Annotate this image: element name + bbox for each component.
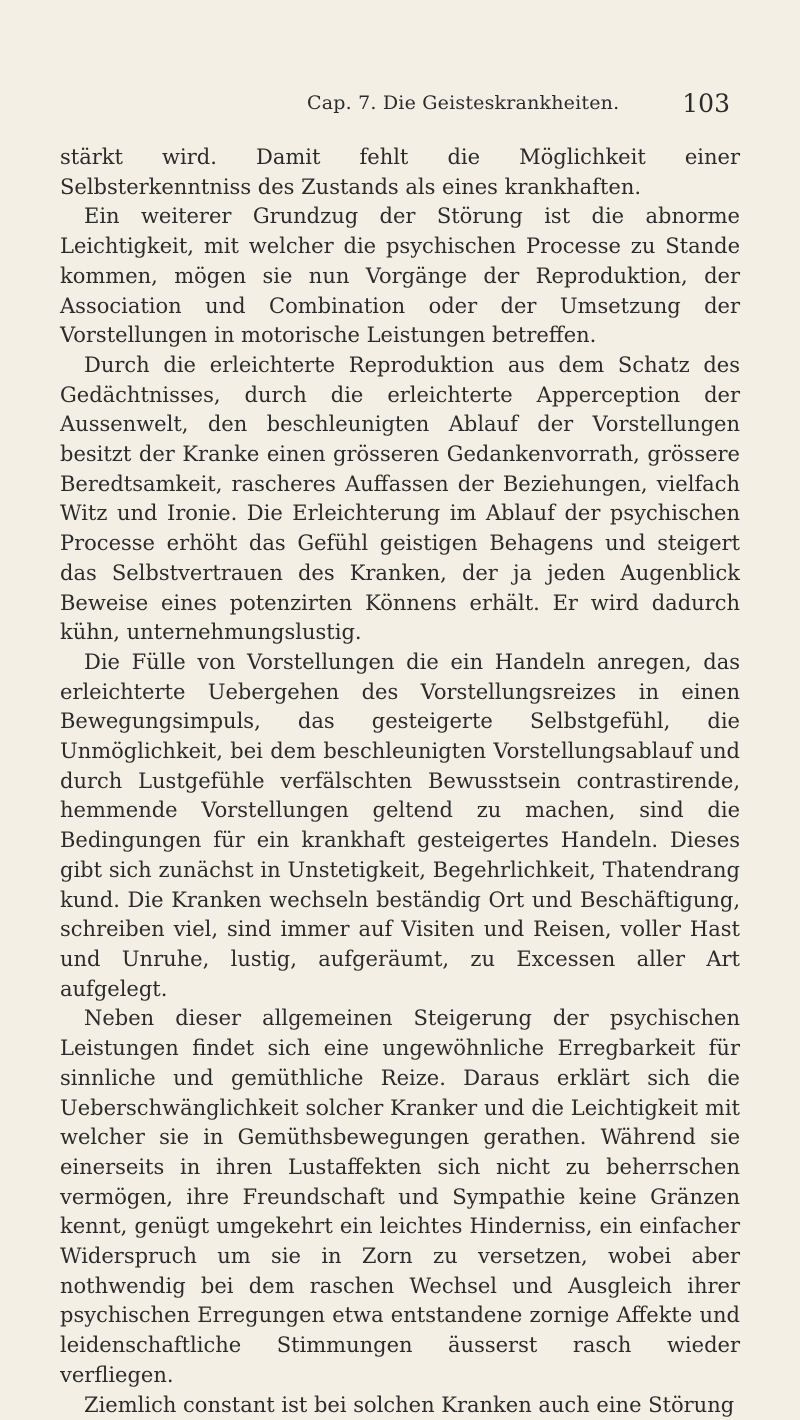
page-number: 103 [682, 89, 730, 118]
running-title: Cap. 7. Die Geisteskrankheiten. [307, 92, 620, 114]
running-head [60, 89, 740, 122]
paragraph: Durch die erleichterte Reproduktion aus dem Schatz des Gedächtnisses, durch die erleichterte Apperception der Aussenwelt, den beschleunigten Ablauf der Vorstellungen besitzt der Kranke einen grösseren Gedankenvorrath, grössere Beredtsamkeit, rascheres Auffassen der Beziehungen, vielfach Witz und Ironie. Die Erleichterung im Ablauf der psychischen Processe erhöht das Gefühl geistigen Behagens und steigert das Selbstvertrauen des Kranken, der ja jeden Augenblick Beweise eines potenzirten Könnens erhält. Er wird dadurch kühn, unternehmungslustig. [60, 352, 740, 645]
paragraph: Neben dieser allgemeinen Steigerung der psychischen Leistungen findet sich eine ungewöhnliche Erregbarkeit für sinnliche und gemüthliche Reize. Daraus erklärt sich die Ueberschwänglichkeit solcher Kranker und die Leichtigkeit mit welcher sie in Gemüthsbewegungen gerathen. Während sie einerseits in ihren Lustaffekten sich nicht zu beherrschen vermögen, ihre Freundschaft und Sympathie keine Gränzen kennt, genügt umgekehrt ein leichtes Hinderniss, ein einfacher Widerspruch um sie in Zorn zu versetzen, wobei aber nothwendig bei dem raschen Wechsel und Ausgleich ihrer psychischen Erregungen etwa entstandene zornige Affekte und leidenschaftliche Stimmungen äusserst rasch wieder verfliegen. [60, 1006, 740, 1387]
paragraph-continuation: stärkt wird. Damit fehlt die Möglichkeit einer Selbsterkenntniss des Zustands als eines krankhaften. [60, 145, 740, 199]
paragraph: Ziemlich constant ist bei solchen Kranken auch eine Störung [84, 1392, 735, 1417]
paragraph: Ein weiterer Grundzug der Störung ist die abnorme Leichtigkeit, mit welcher die psychischen Processe zu Stande kommen, mögen sie nun Vorgänge der Reproduktion, der Association und Combination oder der Umsetzung der Vorstellungen in motorische Leistungen betreffen. [60, 204, 740, 348]
body-text [60, 143, 740, 1420]
paragraph: Die Fülle von Vorstellungen die ein Handeln anregen, das erleichterte Uebergehen des Vorstellungsreizes in einen Bewegungsimpuls, das gesteigerte Selbstgefühl, die Unmöglichkeit, bei dem beschleunigten Vorstellungsablauf und durch Lustgefühle verfälschten Bewusstsein contrastirende, hemmende Vorstellungen geltend zu machen, sind die Bedingungen für ein krankhaft gesteigertes Handeln. Dieses gibt sich zunächst in Unstetigkeit, Begehrlichkeit, Thatendrang kund. Die Kranken wechseln beständig Ort und Beschäftigung, schreiben viel, sind immer auf Visiten und Reisen, voller Hast und Unruhe, lustig, aufgeräumt, zu Excessen aller Art aufgelegt. [60, 649, 740, 1001]
